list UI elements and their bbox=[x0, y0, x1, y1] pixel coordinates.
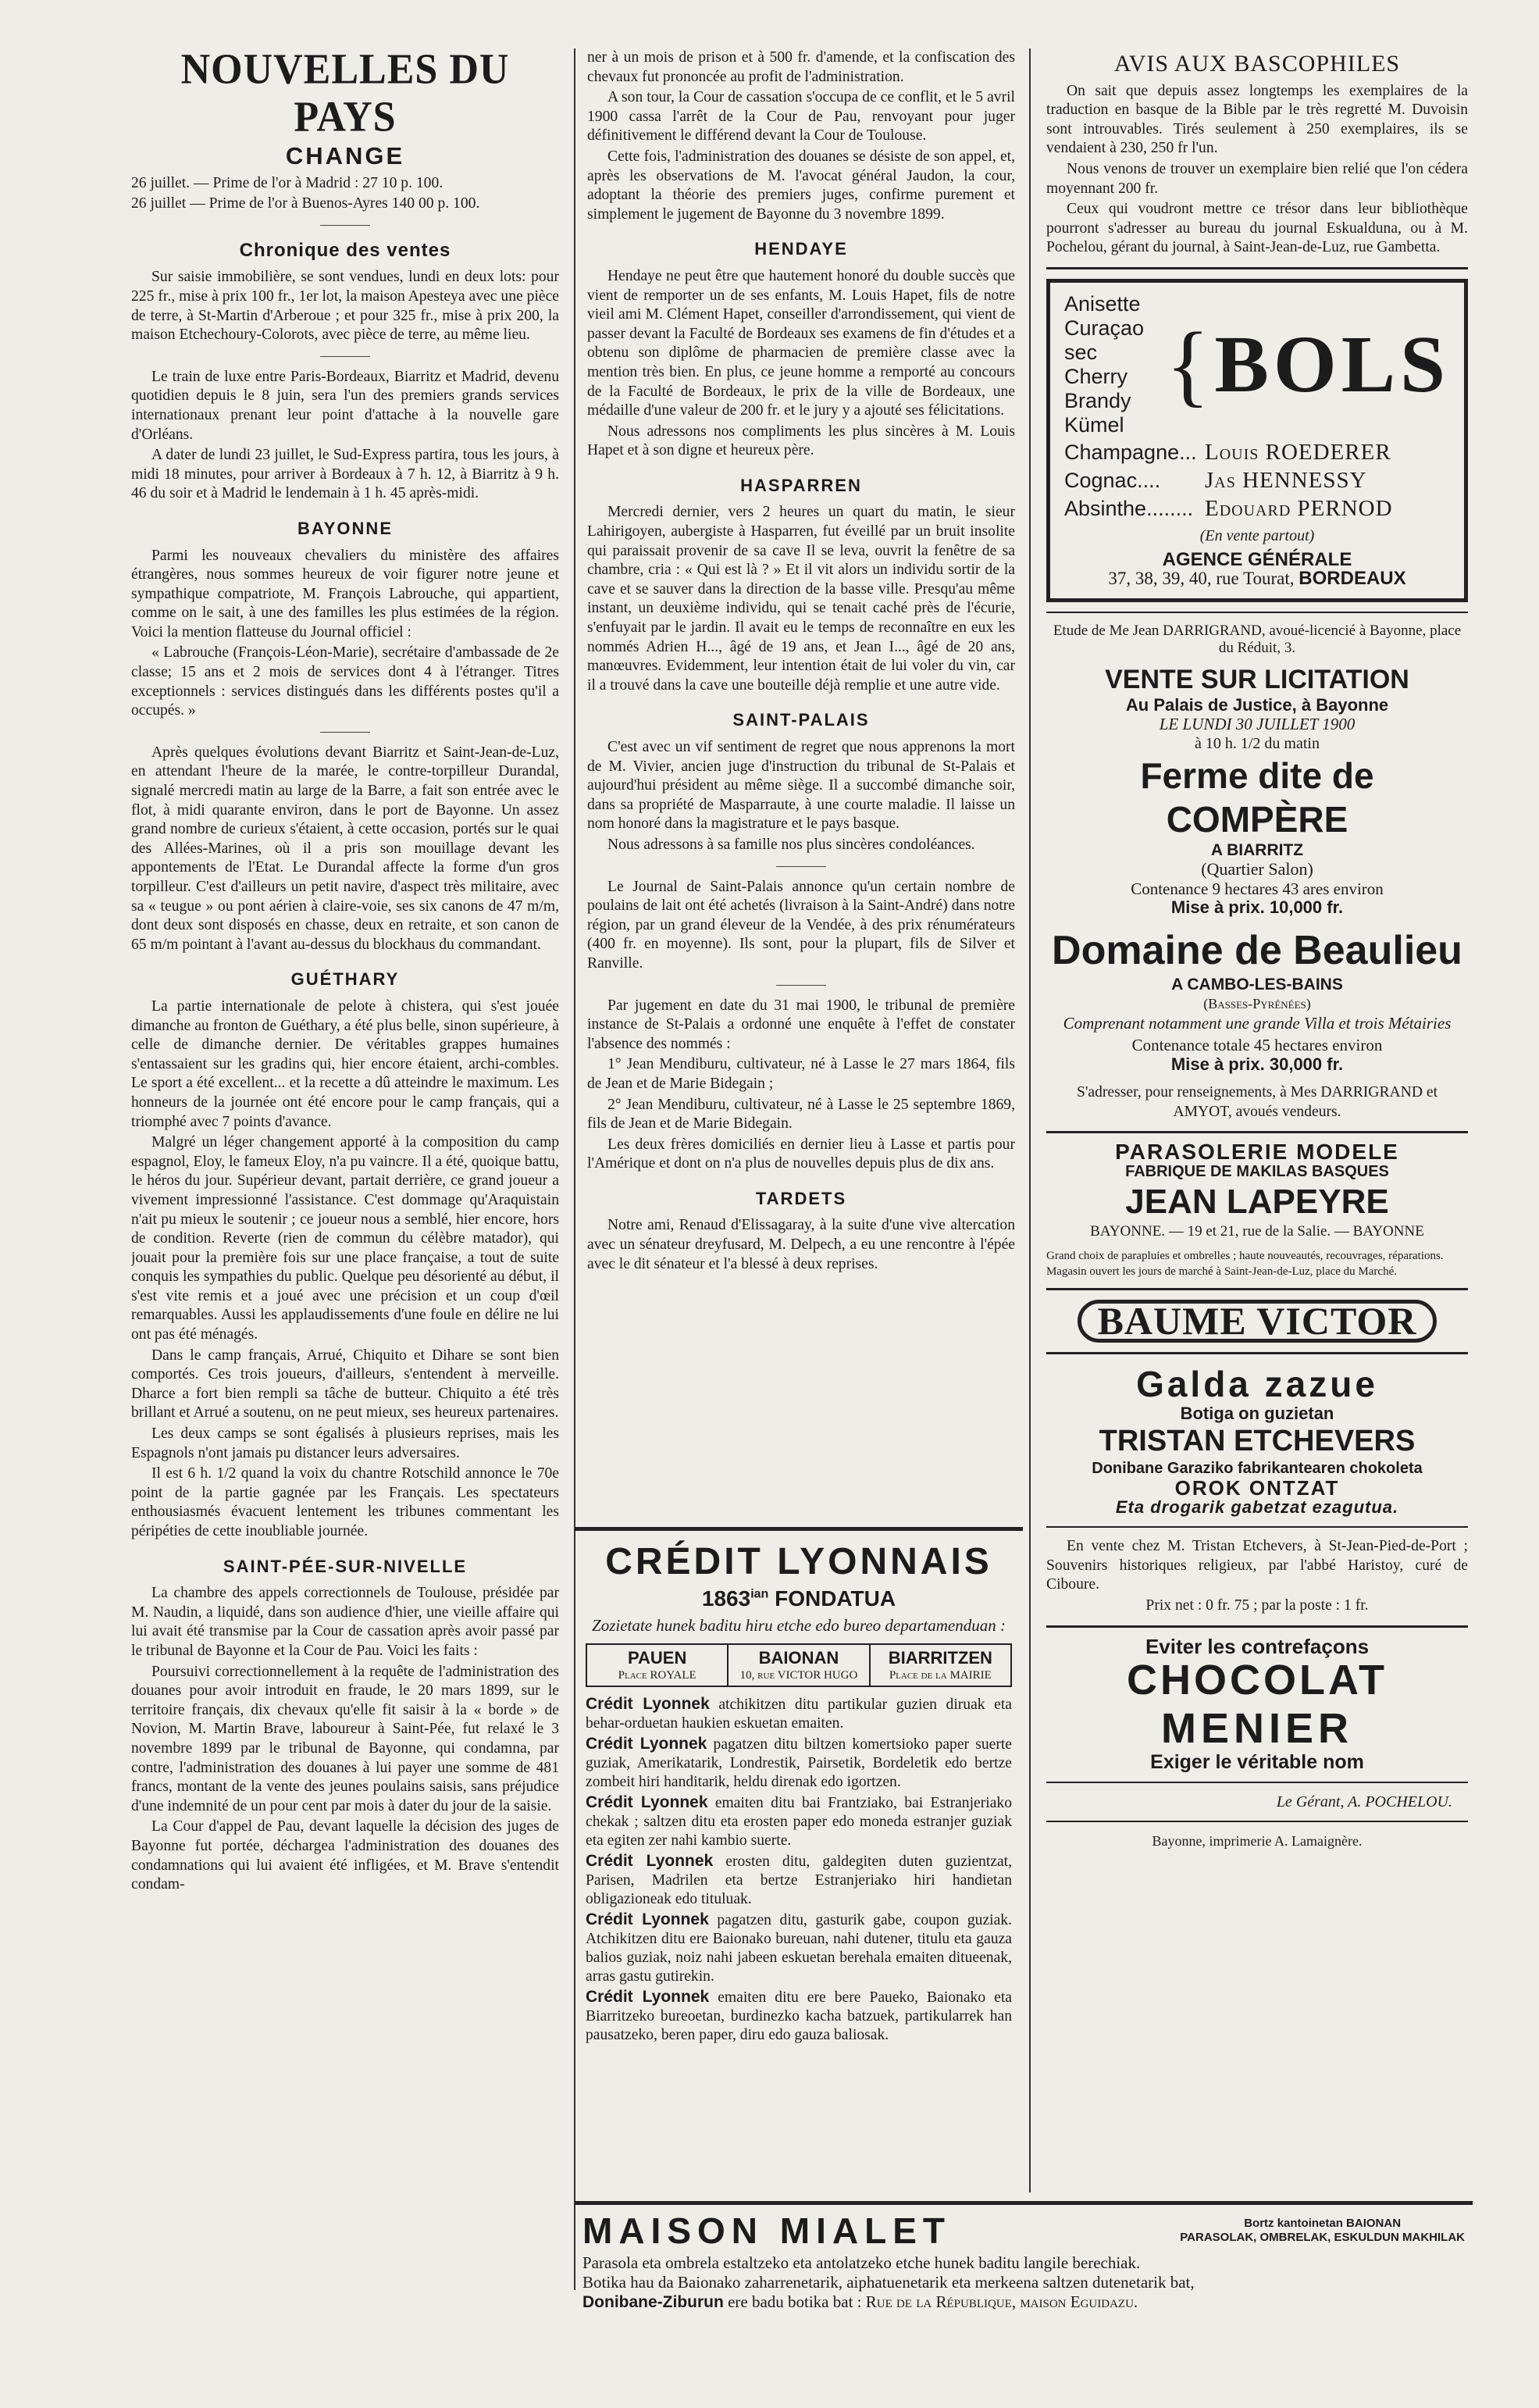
ad-rule bbox=[1046, 1288, 1468, 1290]
article-paragraph: Par jugement en date du 31 mai 1900, le tribunal de première instance de St-Palais a ordonné une enquête à l'effet de constater l'absence des nommés : bbox=[587, 997, 1015, 1052]
article-paragraph: A dater de lundi 23 juillet, le Sud-Express partira, tous les jours, à midi 18 minutes, pour arriver à Bordeaux à 7 h. 12, à Biarritz à 9 h. 46 du soir et à Madrid le lendemain à 1 h. 45 après-midi. bbox=[131, 447, 559, 502]
article-paragraph: Hendaye ne peut être que hautement honoré du double succès que vient de remporter un de ses enfants, M. Louis Hapet, fils de notre vieil ami M. Clément Hapet, conseiller d'arrondissement, qui vient de passer devant la Faculté de Bordeaux ses examens de fin d'études et a obtenu son diplôme de pharmacien de première classe avec la mention très bien. En plus, ce jeune homme a remporté au concours de la Faculté de Bordeaux, le prix de la ville de Bordeaux, une médaille d'une valeur de 200 fr. et le jury y a ajouté ses félicitations. bbox=[587, 267, 1015, 419]
vente-title: VENTE SUR LICITATION bbox=[1105, 664, 1409, 694]
article-paragraph: Il est 6 h. 1/2 quand la voix du chantre Rotschild annonce le 70e point de la partie gagnée par les Français. Les spectateurs enthousiasmés évacuent lentement les tribunes commentant les péripéties de cette inoubliable journée. bbox=[131, 1465, 559, 1539]
mialet-title: MAISON MIALET bbox=[582, 2210, 951, 2251]
ad-rule bbox=[1046, 1352, 1468, 1354]
bols-product: Cherry Brandy bbox=[1064, 364, 1131, 412]
credit-lyonnais-founded: $1863^{ian}$ FONDATUA bbox=[701, 1586, 896, 1611]
bols-name: BOLS bbox=[1214, 319, 1450, 409]
ad-rule bbox=[575, 2201, 1473, 2205]
ad-rule bbox=[1046, 1625, 1468, 1628]
menier-title: MENIER bbox=[1160, 1705, 1353, 1753]
separator bbox=[320, 356, 370, 357]
branch-pau: PAUEN Place ROYALE bbox=[587, 1645, 729, 1686]
hasparren-heading: HASPARREN bbox=[740, 475, 862, 495]
article-paragraph: Poursuivi correctionnellement à la requête de l'administration des douanes pour avoir introduit en fraude, le 20 mars 1899, sur le territoire français, dix chevaux qu'elle fit saisir à la « borde » de Novion, M. Martin Brave, laboureur à Saint-Pée, fut relaxé le 3 novembre 1899 par le tribunal de Bayonne, qui condamna, par contre, l'administration des douanes à lui payer une somme de 481 francs, montant de la vente des jeunes poulains saisis, sans préjudice d'une indemnité de un pour cent par mois à dater du jour de la saisie. bbox=[131, 1663, 559, 1814]
article-paragraph: Parmi les nouveaux chevaliers du ministère des affaires étrangères, nous sommes heureux de voir figurer notre jeune et sympathique compatriote, M. François Labrouche, qui appartient, comme on le sait, à une des familles les plus estimées de la région. Voici la mention flatteuse du Journal officiel : bbox=[131, 547, 559, 640]
credit-paragraph: Crédit Lyonnek erosten ditu, galdegiten duten guzientzat, Parisen, Madrilen eta bertze Estranjeriako hiri handietan obligazioneak edo tituluak. bbox=[586, 1852, 1013, 1907]
change-heading: CHANGE bbox=[285, 142, 405, 169]
separator bbox=[320, 225, 370, 226]
maison-mialet-ad: MAISON MIALET Bortz kantoinetan BAIONAN PARASOLAK, OMBRELAK, ESKULDUN MAKHILAK Parasola eta ombrela estaltzeko eta antolatzeko etche hunek baditu langile berechiak. Botika hau da Baionako zaharrenetarik, aiphatuenetarik eta merkeena saltzen dutenetarik bat, Donibane-Ziburun ere badu botika bat : Rue de la République, maison Eguidazu. bbox=[575, 2201, 1473, 2357]
article-paragraph: Mercredi dernier, vers 2 heures un quart du matin, le sieur Lahirigoyen, aubergiste à Hasparren, fut éveillé par un bruit insolite qui paraissait provenir de sa cave Il se leva, ouvrit la fenêtre de sa chambre, cria : « Qui est là ? » Et il vit alors un individu sortir de la cave et se sauver dans la direction de la basse ville. Presqu'au même instant, un deuxième individu, qui se tenait caché près de l'écurie, s'enfuyait par le jardin. Il avait eu le temps de reconnaître en eux les nommés Adrien H..., âgé de 19 ans, et Jean I..., âgé de 20 ans, manœuvres. Evidemment, leur intention était de lui voler du vin, car il a trouvé dans la cave une bouteille déjà remplie et une autre vide. bbox=[587, 504, 1015, 694]
ferme-title: Ferme dite de COMPÈRE bbox=[1140, 755, 1374, 840]
article-paragraph: Sur saisie immobilière, se sont vendues, lundi en deux lots: pour 225 fr., mise à prix 100 fr., 1er lot, la maison Apesteya avec une pièce de terre, à St-Martin d'Arberoue ; et pour 325 fr., mise à prix 200, la maison Etchechoury-Colorots, avec pièce de terre, au même lieu. bbox=[131, 269, 559, 344]
baume-victor-ad: BAUME VICTOR bbox=[1078, 1300, 1437, 1343]
exchange-rate-buenos-ayres: 26 juillet — Prime de l'or à Buenos-Ayres 140 00 p. 100. bbox=[131, 195, 480, 212]
article-paragraph: Après quelques évolutions devant Biarritz et Saint-Jean-de-Luz, en attendant l'heure de la marée, le contre-torpilleur Durandal, signalé mercredi matin au large de la Barre, a fait son entrée avec le flot, à midi quarante environ, dans le port de Bayonne. Un assez grand nombre de curieux s'étaient, à cette occasion, portés sur le quai des Allées-Marines, où il a pris son mouillage devant les appontements de l'Etat. Le Durandal affecte la forme d'un gros torpilleur. C'est d'ailleurs un petit navire, d'aspect très militaire, avec sa « teugue » ou pont aérien à claire-voie, ses six canons de 47 m/m, dont deux sont disposés en chasse, deux en retraite, et son canon de 65 m/m pointant à l'avant au-dessus du blockhaus du commandant. bbox=[131, 744, 559, 953]
stpalais-heading: SAINT-PALAIS bbox=[732, 710, 870, 730]
separator bbox=[320, 732, 370, 733]
tristan-name: TRISTAN ETCHEVERS bbox=[1099, 1425, 1416, 1458]
bols-product: Anisette bbox=[1064, 291, 1141, 316]
article-paragraph: C'est avec un vif sentiment de regret que nous apprenons la mort de M. Vivier, ancien juge d'instruction du tribunal de St-Palais et aujourd'hui président au même siège. Il a succombé dimanche soir, dans sa propriété de Masparraute, à une courte maladie. Il laisse un nom honoré dans la magistrature et le pays basque. bbox=[587, 739, 1015, 833]
article-paragraph: Malgré un léger changement apporté à la composition du camp espagnol, Eloy, le fameux Eloy, n'a pu vaincre. Il a été, quoique battu, le héros du jour. Supérieur devant, partait derrière, ce grand joueur a vivement impressionné l'assistance. C'est dommage qu'Araquistain n'ait pu mieux le soutenir ; ce joueur nous a semblé, hier encore, hors de condition. Reverte (rien de commun du célèbre matador), qui jouait pour la première fois sur une place française, a tout de suite conquis les sympathies du public. Quelque peu désorienté au début, il s'est vite remis et a joué avec une précision et un coup d'œil remarquables. Aussi les applaudissements d'une foule en délire ne lui ont pas été ménagés. bbox=[131, 1134, 559, 1343]
article-paragraph: Dans le camp français, Arrué, Chiquito et Dihare se sont bien comportés. Ces trois joueurs, d'ailleurs, s'entendent à merveille. Dharce a fort bien rempli sa tâche de butteur. Chiquito a été très brillant et Arrué a soutenu, on ne peut mieux, ses heureux partenaires. bbox=[131, 1347, 559, 1422]
article-paragraph: On sait que depuis assez longtemps les exemplaires de la traduction en basque de la Bible par le très regretté M. Duvoisin sont introuvables. Tirés seulement à 250 exemplaires, ils se vendaient à 230, 250 fr l'un. bbox=[1046, 82, 1468, 157]
ad-rule bbox=[1046, 267, 1468, 269]
article-paragraph: La partie internationale de pelote à chistera, qui s'est jouée dimanche au fronton de Guéthary, a été plus belle, sinon supérieure, à celle de dimanche dernier. De véritables grappes humaines s'entassaient sur les gradins qui, hier encore étaient, archi-combles. Le sport a été excellent... et la recette a dû atteindre le maximum. Les honneurs de la journée ont été encore pour le camp français, qui a triomphé avec 7 points d'avance. bbox=[131, 997, 559, 1130]
hendaye-heading: HENDAYE bbox=[754, 239, 848, 259]
column-nouvelles bbox=[131, 48, 559, 2290]
exchange-rate-madrid: 26 juillet. — Prime de l'or à Madrid : 27 10 p. 100. bbox=[131, 174, 444, 191]
ad-rule bbox=[1046, 1526, 1468, 1528]
article-paragraph: ner à un mois de prison et à 500 fr. d'amende, et la confiscation des chevaux fut prononcée au profit de l'administration. bbox=[587, 49, 1015, 85]
brace-glyph: { bbox=[1165, 312, 1210, 416]
article-paragraph: Ceux qui voudront mettre ce trésor dans leur bibliothèque pourront s'adresser au bureau du journal Eskualduna, ou à M. Pochelou, gérant du journal, à Saint-Jean-de-Luz, rue Gambetta. bbox=[1046, 201, 1468, 256]
column-annonces: AVIS AUX BASCOPHILES On sait que depuis assez longtemps les exemplaires de la traduction en basque de la Bible par le très regretté M. Duvoisin sont introuvables. Tirés seulement à 250 exemplaires, ils se vendaient à 230, 250 fr l'un. Nous venons de trouver un exemplaire bien relié que l'on cédera moyennant 200 fr. Ceux qui voudront mettre ce trésor dans leur bibliothèque pourront s'adresser au bureau du journal Eskualduna, ou à M. Pochelou, gérant du journal, à Saint-Jean-de-Luz, rue Gambetta. Anisette Curaçao sec Cherry Brandy Kümel { BOLS Champagne... Louis ROEDERER Cognac.... Jas HENNESSY Absinthe........ Edouard PERNOD (En vente partout) AGENCE GÉNÉRALE 37, 38, 39, 40, rue Tourat, BORDEAUX Etude de Me Jean DARRIGRAND, avoué-licencié à Bayonne, place du Réduit, 3. VENTE SUR LICITATION Au Palais de Justice, à Bayonne LE LUNDI 30 JUILLET 1900 à 10 h. 1/2 du matin Ferme dite de COMPÈRE A BIARRITZ (Quartier Salon) Contenance 9 hectares 43 ares environ Mise à prix. 10,000 fr. Domaine de Beaulieu A CAMBO-LES-BAINS (Basses-Pyrénées) Comprenant notamment une grande Villa et trois Métairies Contenance totale 45 hectares environ Mise à prix. 30,000 fr. S'adresser, pour renseignements, à Mes DARRIGRAND et AMYOT, avoués vendeurs. PARASOLERIE MODELE FABRIQUE DE MAKILAS BASQUES JEAN LAPEYRE BAYONNE. — 19 et 21, rue de la Salie. — BAYONNE Grand choix de parapluies et ombrelles ; haute nouveautés, recouvrages, réparations. Magasin ouvert les jours de marché à Saint-Jean-de-Luz, place du Marché. BAUME VICTOR Galda zazue Botiga on guzietan TRISTAN ETCHEVERS Donibane Garaziko fabrikantearen chokoleta OROK ONTZAT Eta drogarik gabetzat ezagutua. En vente chez M. Tristan Etchevers, à St-Jean-Pied-de-Port ; Souvenirs historiques religieux, par l'abbé Haristoy, curé de Ciboure. Prix net : 0 fr. 75 ; par la poste : 1 fr. Eviter les contrefaçons CHOCOLAT MENIER Exiger le véritable nom Le Gérant, A. POCHELOU. Bayonne, imprimerie A. Lamaignère. bbox=[1046, 48, 1468, 2174]
article-paragraph: Le train de luxe entre Paris-Bordeaux, Biarritz et Madrid, devenu quotidien depuis le 8 juin, sera l'un des premiers grands services internationaux prenant leur point d'attache à la nouvelle gare d'Orléans. bbox=[131, 368, 559, 443]
article-paragraph: A son tour, la Cour de cassation s'occupa de ce conflit, et le 5 avril 1900 cassa l'arrêt de la Cour de Pau, renvoyant pour juger définitivement le différend devant la Cour de Toulouse. bbox=[587, 89, 1015, 144]
article-paragraph: Cette fois, l'administration des douanes se désiste de son appel, et, après les observations de M. l'avocat général Jaudon, la cour, adoptant la théorie des premiers juges, confirme purement et simplement le jugement de Bayonne du 3 novembre 1899. bbox=[587, 148, 1015, 223]
bols-product: Curaçao sec bbox=[1064, 316, 1145, 364]
ad-rule bbox=[1046, 1131, 1468, 1133]
article-paragraph: Le Journal de Saint-Palais annonce qu'un certain nombre de poulains de lait ont été achetés (livraison à la Saint-André) dans notre région, par un grand éleveur de la Vendée, à des prix rénumérateurs (400 fr. en moyenne). Ils sont, pour la plupart, fils de Silver et Ranville. bbox=[587, 878, 1015, 972]
article-paragraph: Notre ami, Renaud d'Elissagaray, à la suite d'une vive altercation avec un sénateur dreyfusard, M. Delpech, a eu une rencontre à l'épée avec le dit sénateur et l'a blessé à deux reprises. bbox=[587, 1217, 1015, 1272]
parasolerie-title: PARASOLERIE MODELE bbox=[1115, 1140, 1399, 1165]
guethary-heading: GUÉTHARY bbox=[290, 969, 400, 990]
article-paragraph: 2° Jean Mendiburu, cultivateur, né à Lasse le 25 septembre 1869, fils de Jean et de Marie Bidegain. bbox=[587, 1096, 1015, 1133]
credit-lyonnais-title: CRÉDIT LYONNAIS bbox=[605, 1541, 992, 1582]
page-title: NOUVELLES DU PAYS bbox=[180, 48, 510, 141]
credit-paragraph: Crédit Lyonnek pagatzen ditu biltzen komertsioko paper suerte guziak, Amerikatarik, Londrestik, Pairsetik, Bordeletik edo bertze zombeit hiri handitarik, heldu direnak edo igortzen. bbox=[586, 1735, 1013, 1790]
branch-bayonne: BAIONAN 10, rue VICTOR HUGO bbox=[729, 1645, 870, 1686]
article-paragraph: Nous adressons à sa famille nos plus sincères condoléances. bbox=[607, 836, 975, 853]
column-rule-2 bbox=[1029, 48, 1031, 2192]
ad-rule bbox=[1046, 1821, 1468, 1822]
gerant-line: Le Gérant, A. POCHELOU. bbox=[1276, 1793, 1452, 1810]
article-paragraph: La chambre des appels correctionnels de Toulouse, présidée par M. Naudin, a liquidé, dans son audience d'hier, une vieille affaire qui lui avait été transmise par la Cour de cassation après avoir passé par le tribunal de Bayonne et la Cour de Pau. Voici les faits : bbox=[131, 1585, 559, 1659]
credit-paragraph: Crédit Lyonnek emaiten ditu ere bere Paueko, Baionako eta Biarritzeko bureoetan, burdinezko kacha batzuek, partikularrek han pausatzeko, beren paper, diru edo gauza baliosak. bbox=[586, 1988, 1013, 2043]
article-paragraph: 1° Jean Mendiburu, cultivateur, né à Lasse le 27 mars 1864, fils de Jean et de Marie Bidegain ; bbox=[587, 1056, 1015, 1092]
branch-biarritz: BIARRITZEN Place de la MAIRIE bbox=[888, 1648, 992, 1682]
lapeyre-name: JEAN LAPEYRE bbox=[1125, 1182, 1389, 1221]
article-paragraph: La Cour d'appel de Pau, devant laquelle la décision des juges de Bayonne fut portée, déchargea l'administration des douanes des condamnations qui lui avaient été infligées, et M. Brave s'entendit condam- bbox=[131, 1818, 559, 1893]
tardets-heading: TARDETS bbox=[755, 1188, 847, 1208]
bayonne-heading: BAYONNE bbox=[297, 518, 393, 538]
separator bbox=[776, 866, 826, 867]
domaine-title: Domaine de Beaulieu bbox=[1052, 927, 1462, 973]
branch-table bbox=[586, 1643, 1012, 1687]
bols-ad: Anisette Curaçao sec Cherry Brandy Kümel { BOLS Champagne... Louis ROEDERER Cognac.... Jas HENNESSY Absinthe........ Edouard PERNOD (En vente partout) AGENCE GÉNÉRALE 37, 38, 39, 40, rue Tourat, BORDEAUX bbox=[1046, 279, 1468, 602]
galda-title: Galda zazue bbox=[1136, 1363, 1378, 1404]
ad-rule bbox=[1046, 612, 1468, 613]
ad-rule bbox=[1046, 1782, 1468, 1783]
article-paragraph: Les deux frères domiciliés en dernier lieu à Lasse et partis pour l'Amérique et dont on n'a plus de nouvelles depuis plus de dix ans. bbox=[587, 1136, 1015, 1172]
stpee-heading: SAINT-PÉE-SUR-NIVELLE bbox=[223, 1556, 468, 1576]
credit-lyonnais-intro: Zozietate hunek baditu hiru etche edo bureo departamenduan : bbox=[592, 1616, 1006, 1635]
credit-lyonnais-ad bbox=[575, 1527, 1023, 2199]
credit-paragraph: Crédit Lyonnek pagatzen ditu, gasturik gabe, coupon guziak. Atchikitzen ditu ere Baionako bureuan, nahi dutener, titulu eta gauza balios guziak, noiz nahi jabeen eskuetan berehala emaiten ditueenak, arras gastu gutirekin. bbox=[586, 1910, 1012, 1985]
ad-rule bbox=[575, 1527, 1023, 1531]
separator bbox=[776, 985, 826, 986]
article-paragraph: « Labrouche (François-Léon-Marie), secrétaire d'ambassade de 2e classe; 15 ans et 2 mois de services dont 4 à l'étranger. Titres exceptionnels : services distingués dans les différents postes qu'il a occupés. » bbox=[131, 644, 559, 719]
chronique-heading: Chronique des ventes bbox=[239, 239, 451, 261]
credit-paragraph: Crédit Lyonnek atchikitzen ditu partikular guzien diruak eta behar-orduetan haukien eskuetan emaiten. bbox=[586, 1695, 1012, 1732]
imprimerie-line: Bayonne, imprimerie A. Lamaignère. bbox=[1152, 1833, 1363, 1850]
avis-heading: AVIS AUX BASCOPHILES bbox=[1113, 51, 1401, 77]
article-paragraph: Les deux camps se sont égalisés à plusieurs reprises, mais les Espagnols n'ont jamais pu distancer leurs adversaires. bbox=[131, 1425, 559, 1461]
credit-paragraph: Crédit Lyonnek emaiten ditu bai Frantziako, bai Estranjeriako chekak ; saltzen ditu eta erosten paper edo moneda estranjer guziak eta egiten zer nahi kambio suerte. bbox=[586, 1793, 1012, 1849]
article-paragraph: Nous adressons nos compliments les plus sincères à M. Louis Hapet et à son digne et heureux père. bbox=[587, 423, 1015, 459]
bols-product: Kümel bbox=[1064, 412, 1124, 437]
article-paragraph: Nous venons de trouver un exemplaire bien relié que l'on cédera moyennant 200 fr. bbox=[1046, 160, 1468, 197]
etude-line: Etude de Me Jean DARRIGRAND, avoué-licencié à Bayonne, place du Réduit, 3. bbox=[1053, 622, 1462, 656]
chocolat-title: CHOCOLAT bbox=[1127, 1657, 1388, 1704]
